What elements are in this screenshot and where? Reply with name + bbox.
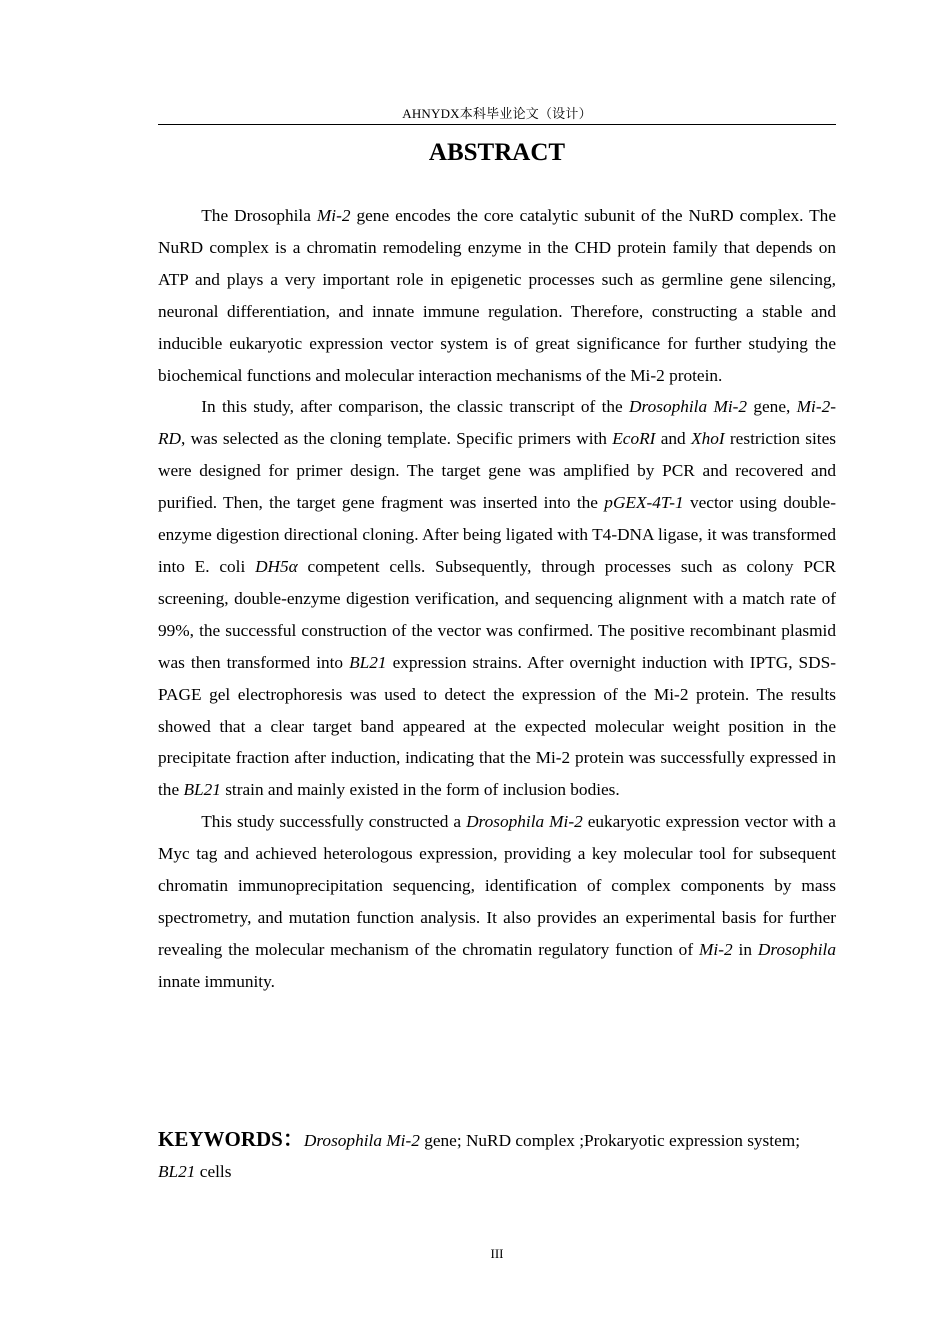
italic-term: Drosophila Mi-2 — [466, 812, 583, 832]
abstract-title: ABSTRACT — [428, 139, 566, 166]
italic-term: EcoRI — [612, 429, 656, 449]
italic-term: Mi-2 — [316, 206, 351, 225]
text-run: gene encodes the core catalytic subunit of the NuRD complex. The NuRD complex is a chromatin remodeling enzyme in the CHD protein family that depends on ATP and plays a very important role in epigenetic processes such as germline gene silencing, neuronal differentiation, and innate immune regulation. Therefore, constructing a stable and inducible eukaryotic expression vector system is of great significance for further studying the biochemical functions and molecular interaction mechanisms of the Mi-2 protein. — [158, 206, 836, 385]
abstract-body — [158, 200, 836, 998]
page-number: III — [490, 1246, 504, 1261]
italic-term: pGEX-4T-1 — [604, 493, 684, 513]
text-run: competent cells. Subsequently, through processes such as colony PCR screening, double-enzyme digestion verification, and sequencing alignment with a match rate of 99%, the successful construction of the vector was confirmed. The positive recombinant plasmid was then transformed into — [158, 556, 836, 672]
paragraph-2 — [158, 391, 836, 806]
italic-term: XhoI — [691, 429, 725, 449]
italic-term: Mi-2-RD — [158, 397, 836, 449]
text-run: This study successfully constructed a — [201, 812, 467, 832]
paragraph-1 — [158, 200, 836, 391]
text-run: and — [655, 429, 692, 449]
text-run: restriction sites were designed for primer design. The target gene was amplified by PCR and recovered and purified. Then, the target gene fragment was inserted into the — [158, 429, 837, 513]
paragraph-3 — [158, 806, 836, 997]
text-run: cells — [195, 1162, 232, 1181]
text-run: strain and mainly existed in the form of inclusion bodies. — [220, 780, 620, 800]
text-run: The Drosophila — [201, 206, 317, 225]
italic-term: Drosophila Mi-2 — [629, 397, 748, 417]
italic-term: DH5α — [255, 556, 298, 576]
text-run: in — [732, 939, 758, 959]
text-run: expression strains. After overnight induction with IPTG, SDS-PAGE gel electrophoresis was used to detect the expression of the Mi-2 protein. The results showed that a clear target band appeared at the expected molecular weight position in the precipitate fraction after induction, indicating that the Mi-2 protein was successfully expressed in the — [158, 652, 837, 800]
italic-term: Drosophila — [757, 939, 836, 959]
keywords — [158, 1124, 836, 1187]
text-run: vector using double-enzyme digestion directional cloning. After being ligated with T4-DNA ligase, it was transformed into E. coli — [158, 493, 836, 576]
running-header: AHNYDX本科毕业论文（设计） — [402, 106, 592, 121]
italic-term: Drosophila Mi-2 — [303, 1131, 420, 1150]
text-run: , was selected as the cloning template. Specific primers with — [181, 429, 613, 449]
text-run: gene; NuRD complex ;Prokaryotic expression system; — [419, 1131, 800, 1150]
text-run: eukaryotic expression vector with a Myc tag and achieved heterologous expression, providing a key molecular tool for subsequent chromatin immunoprecipitation sequencing, identification of complex components by mass spectrometry, and mutation function analysis. It also provides an experimental basis for further revealing the molecular mechanism of the chromatin regulatory function of — [158, 812, 836, 959]
text-run: In this study, after comparison, the classic transcript of the — [201, 397, 630, 417]
italic-term: BL21 — [158, 1162, 196, 1181]
text-run: gene, — [747, 397, 797, 417]
text-run: innate immunity. — [158, 971, 275, 991]
italic-term: BL21 — [349, 652, 387, 672]
italic-term: Mi-2 — [699, 939, 733, 959]
keywords-label: KEYWORDS： — [158, 1127, 304, 1151]
italic-term: BL21 — [183, 780, 221, 800]
header-rule — [158, 124, 836, 125]
